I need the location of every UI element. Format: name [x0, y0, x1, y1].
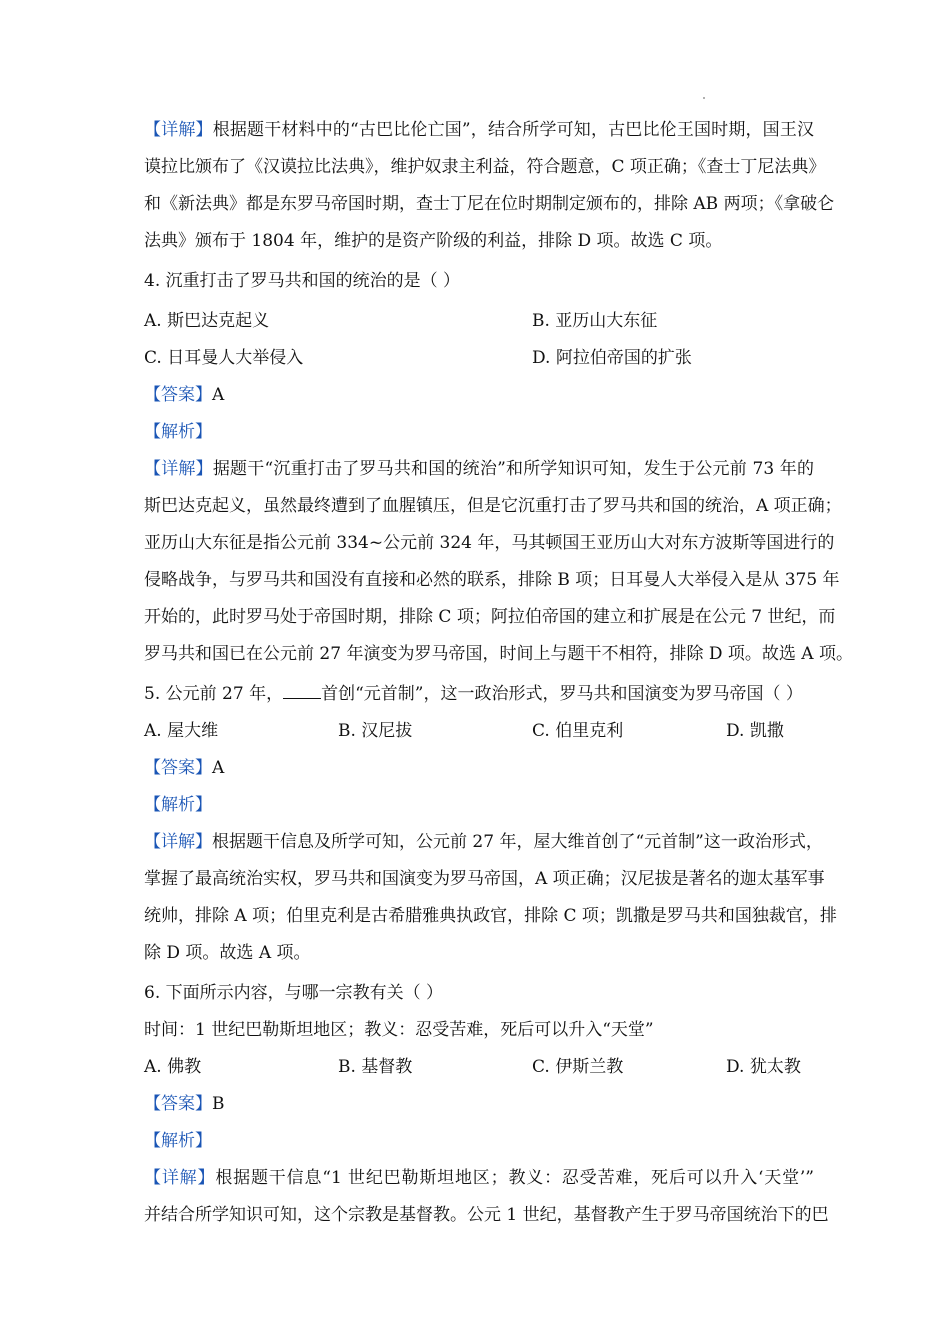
q5-detail-line-2: 掌握了最高统治实权，罗马共和国演变为罗马帝国，A 项正确；汉尼拔是著名的迦太基军事 [144, 869, 825, 889]
q4-option-c: C. 日耳曼人大举侵入 [144, 348, 304, 368]
q5-option-d: D. 凯撒 [726, 721, 784, 741]
analysis-tag: 【解析】 [144, 422, 212, 442]
question-6: 6. 下面所示内容，与哪一宗教有关（ ） [144, 983, 444, 1003]
detail-tag: 【详解】 [144, 459, 213, 479]
q4-option-a: A. 斯巴达克起义 [144, 311, 270, 331]
q4-detail-line-2: 斯巴达克起义，虽然最终遭到了血腥镇压，但是它沉重打击了罗马共和国的统治，A 项正确； [144, 496, 842, 516]
q5-option-c: C. 伯里克利 [532, 721, 624, 741]
answer-value: A [212, 758, 225, 778]
question-4: 4. 沉重打击了罗马共和国的统治的是（ ） [144, 271, 461, 291]
analysis-tag: 【解析】 [144, 795, 212, 815]
detail-tag: 【详解】 [144, 120, 213, 140]
answer-tag: 【答案】 [144, 758, 212, 778]
q5-option-b: B. 汉尼拔 [338, 721, 413, 741]
q6-option-b: B. 基督教 [338, 1057, 413, 1077]
q6-detail-line-1: 【详解】根据题干信息“1 世纪巴勒斯坦地区；教义：忍受苦难，死后可以升入‘天堂’” [144, 1168, 814, 1188]
detail-tag: 【详解】 [144, 832, 212, 852]
q5-analysis [144, 794, 814, 816]
detail-3-line-3: 和《新法典》都是东罗马帝国时期，查士丁尼在位时期制定颁布的，排除 AB 两项；《拿破仑 [144, 194, 835, 214]
q4-detail-line-6: 罗马共和国已在公元前 27 年演变为罗马帝国，时间上与题干不相符，排除 D 项。故选 A 项。 [144, 644, 853, 664]
q6-option-c: C. 伊斯兰教 [532, 1057, 624, 1077]
answer-value: B [212, 1094, 225, 1114]
answer-value: A [212, 385, 225, 405]
answer-tag: 【答案】 [144, 385, 212, 405]
q5-answer [144, 757, 814, 779]
question-6-info: 时间：1 世纪巴勒斯坦地区；教义：忍受苦难，死后可以升入“天堂” [144, 1020, 654, 1040]
q5-option-a: A. 屋大维 [144, 721, 219, 741]
q6-analysis [144, 1130, 814, 1152]
answer-tag: 【答案】 [144, 1094, 212, 1114]
detail-tag: 【详解】 [144, 1168, 216, 1188]
q6-answer [144, 1093, 814, 1115]
q5-detail-line-3: 统帅，排除 A 项；伯里克利是古希腊雅典执政官，排除 C 项；凯撒是罗马共和国独裁官，排 [144, 906, 837, 926]
q4-detail-line-4: 侵略战争，与罗马共和国没有直接和必然的联系，排除 B 项；日耳曼人大举侵入是从 375 年 [144, 570, 840, 590]
q4-answer [144, 384, 814, 406]
detail-3-line-2: 谟拉比颁布了《汉谟拉比法典》，维护奴隶主利益，符合题意，C 项正确；《查士丁尼法典》 [144, 157, 826, 177]
q6-option-d: D. 犹太教 [726, 1057, 801, 1077]
detail-3-line-1: 【详解】根据题干材料中的“古巴比伦亡国”，结合所学可知，古巴比伦王国时期，国王汉 [144, 120, 814, 140]
scan-dot [703, 97, 705, 99]
analysis-tag: 【解析】 [144, 1131, 212, 1151]
fill-blank [283, 684, 321, 699]
q4-detail-line-1: 【详解】据题干“沉重打击了罗马共和国的统治”和所学知识可知，发生于公元前 73 年的 [144, 459, 814, 479]
q6-option-a: A. 佛教 [144, 1057, 202, 1077]
q6-detail-line-2: 并结合所学知识可知，这个宗教是基督教。公元 1 世纪，基督教产生于罗马帝国统治下的巴 [144, 1205, 829, 1225]
q4-detail-line-3: 亚历山大东征是指公元前 334~公元前 324 年，马其顿国王亚历山大对东方波斯等国进行的 [144, 533, 835, 553]
question-5: 5. 公元前 27 年， 首创“元首制”，这一政治形式，罗马共和国演变为罗马帝国（ ） [144, 684, 803, 704]
q4-option-b: B. 亚历山大东征 [532, 311, 658, 331]
q5-detail-line-4: 除 D 项。故选 A 项。 [144, 943, 311, 963]
detail-3-line-4: 法典》颁布于 1804 年，维护的是资产阶级的利益，排除 D 项。故选 C 项。 [144, 231, 723, 251]
q4-analysis [144, 421, 814, 443]
q5-detail-line-1: 【详解】根据题干信息及所学可知，公元前 27 年，屋大维首创了“元首制”这一政治形式， [144, 832, 823, 852]
q4-detail-line-5: 开始的，此时罗马处于帝国时期，排除 C 项；阿拉伯帝国的建立和扩展是在公元 7 世纪，而 [144, 607, 836, 627]
q4-option-d: D. 阿拉伯帝国的扩张 [532, 348, 692, 368]
